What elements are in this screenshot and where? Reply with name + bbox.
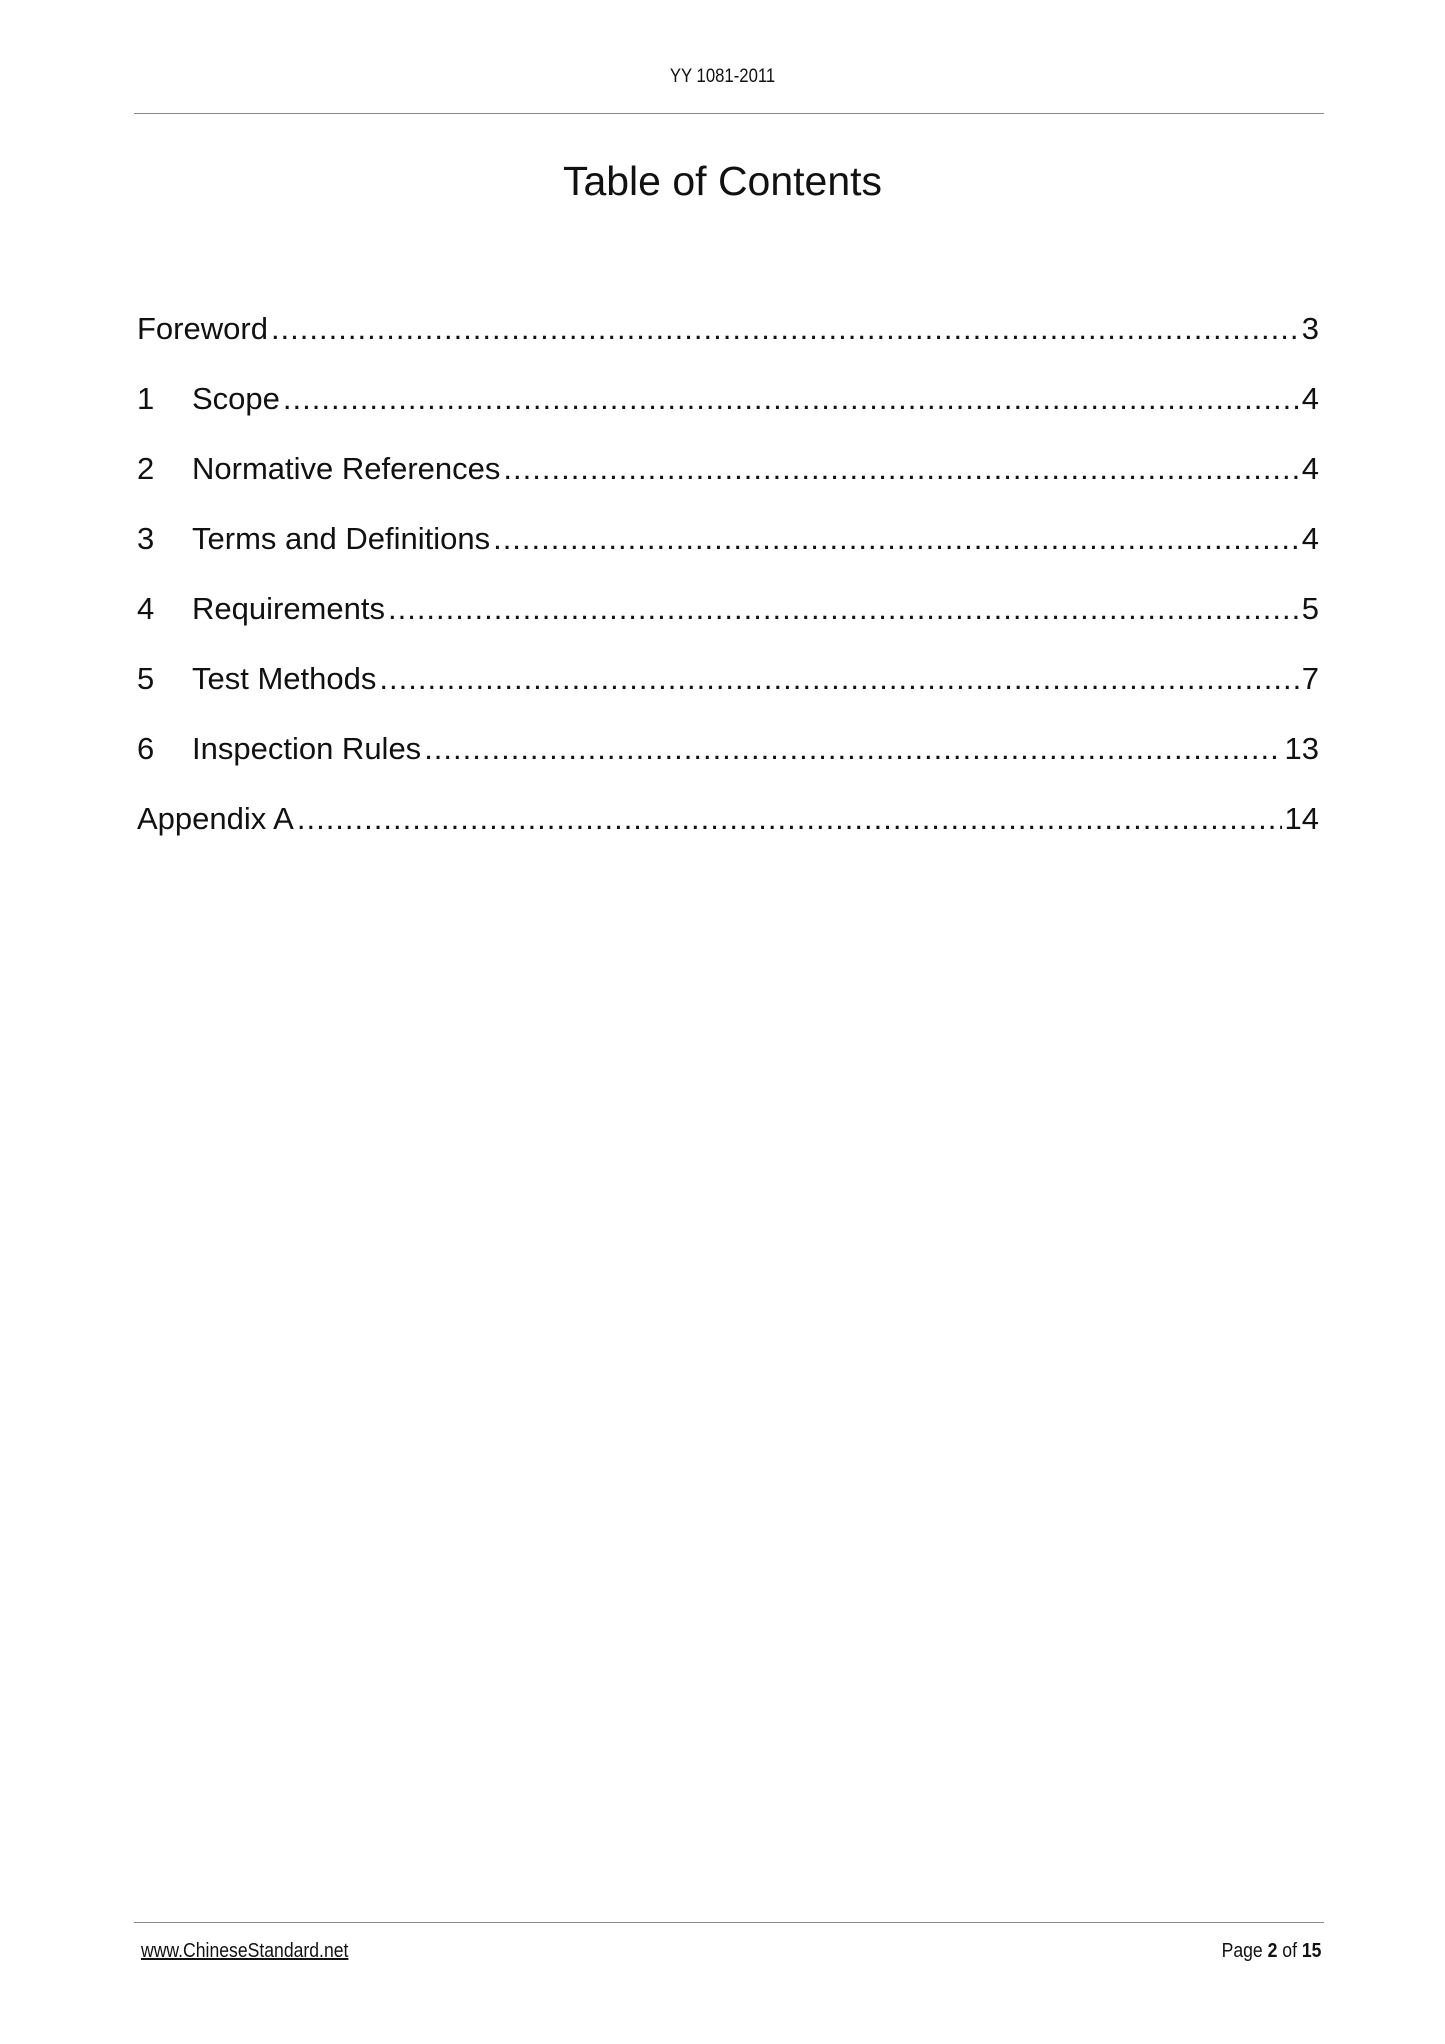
toc-dot-leader bbox=[379, 652, 1298, 706]
toc-entry-test-methods[interactable] bbox=[137, 652, 1319, 722]
toc-entry-number: 1 bbox=[137, 381, 155, 416]
toc-dot-leader bbox=[271, 302, 1299, 356]
toc-entry-terms-and-definitions[interactable] bbox=[137, 512, 1319, 582]
toc-entry-label: Appendix A bbox=[137, 801, 294, 836]
header-standard-code: YY 1081-2011 bbox=[669, 66, 776, 87]
toc-entry-page: 4 bbox=[1301, 521, 1319, 556]
toc-entry-page: 7 bbox=[1301, 661, 1319, 696]
footer-page-total: 15 bbox=[1301, 1940, 1321, 1962]
toc-dot-leader bbox=[297, 792, 1282, 846]
footer-website-link[interactable]: www.ChineseStandard.net bbox=[141, 1940, 349, 1962]
footer-page-prefix: Page bbox=[1221, 1940, 1263, 1962]
toc-entry-scope[interactable] bbox=[137, 372, 1319, 442]
toc-dot-leader bbox=[493, 512, 1299, 566]
toc-entry-number: 4 bbox=[137, 591, 155, 626]
toc-entry-label: Foreword bbox=[137, 311, 268, 346]
toc-entry-label: Normative References bbox=[192, 451, 501, 486]
toc-entry-label: Scope bbox=[192, 381, 280, 416]
toc-entry-number: 6 bbox=[137, 731, 155, 766]
toc-entry-appendix-a[interactable] bbox=[137, 792, 1319, 862]
toc-dot-leader bbox=[503, 442, 1298, 496]
footer-page-of: of bbox=[1281, 1940, 1297, 1962]
toc-entry-label: Requirements bbox=[192, 591, 385, 626]
toc-entry-label: Terms and Definitions bbox=[192, 521, 491, 556]
toc-entry-page: 4 bbox=[1301, 451, 1319, 486]
toc-entry-number: 3 bbox=[137, 521, 155, 556]
toc-entry-normative-references[interactable] bbox=[137, 442, 1319, 512]
header-divider bbox=[134, 113, 1324, 114]
toc-dot-leader bbox=[388, 582, 1299, 636]
toc-entry-label: Test Methods bbox=[192, 661, 377, 696]
toc-list bbox=[137, 302, 1319, 862]
toc-entry-inspection-rules[interactable] bbox=[137, 722, 1319, 792]
toc-title: Table of Contents bbox=[562, 158, 883, 204]
toc-entry-page: 5 bbox=[1301, 591, 1319, 626]
toc-entry-page: 3 bbox=[1301, 311, 1319, 346]
toc-dot-leader bbox=[424, 722, 1281, 776]
toc-entry-number: 5 bbox=[137, 661, 155, 696]
footer-page-current: 2 bbox=[1267, 1940, 1277, 1962]
toc-entry-foreword[interactable] bbox=[137, 302, 1319, 372]
toc-entry-label: Inspection Rules bbox=[192, 731, 422, 766]
toc-dot-leader bbox=[283, 372, 1299, 426]
footer-divider bbox=[134, 1922, 1324, 1923]
footer-page-number bbox=[1221, 1940, 1321, 1963]
toc-entry-page: 14 bbox=[1284, 801, 1319, 836]
toc-entry-page: 4 bbox=[1301, 381, 1319, 416]
toc-entry-page: 13 bbox=[1284, 731, 1319, 766]
toc-entry-number: 2 bbox=[137, 451, 155, 486]
toc-entry-requirements[interactable] bbox=[137, 582, 1319, 652]
